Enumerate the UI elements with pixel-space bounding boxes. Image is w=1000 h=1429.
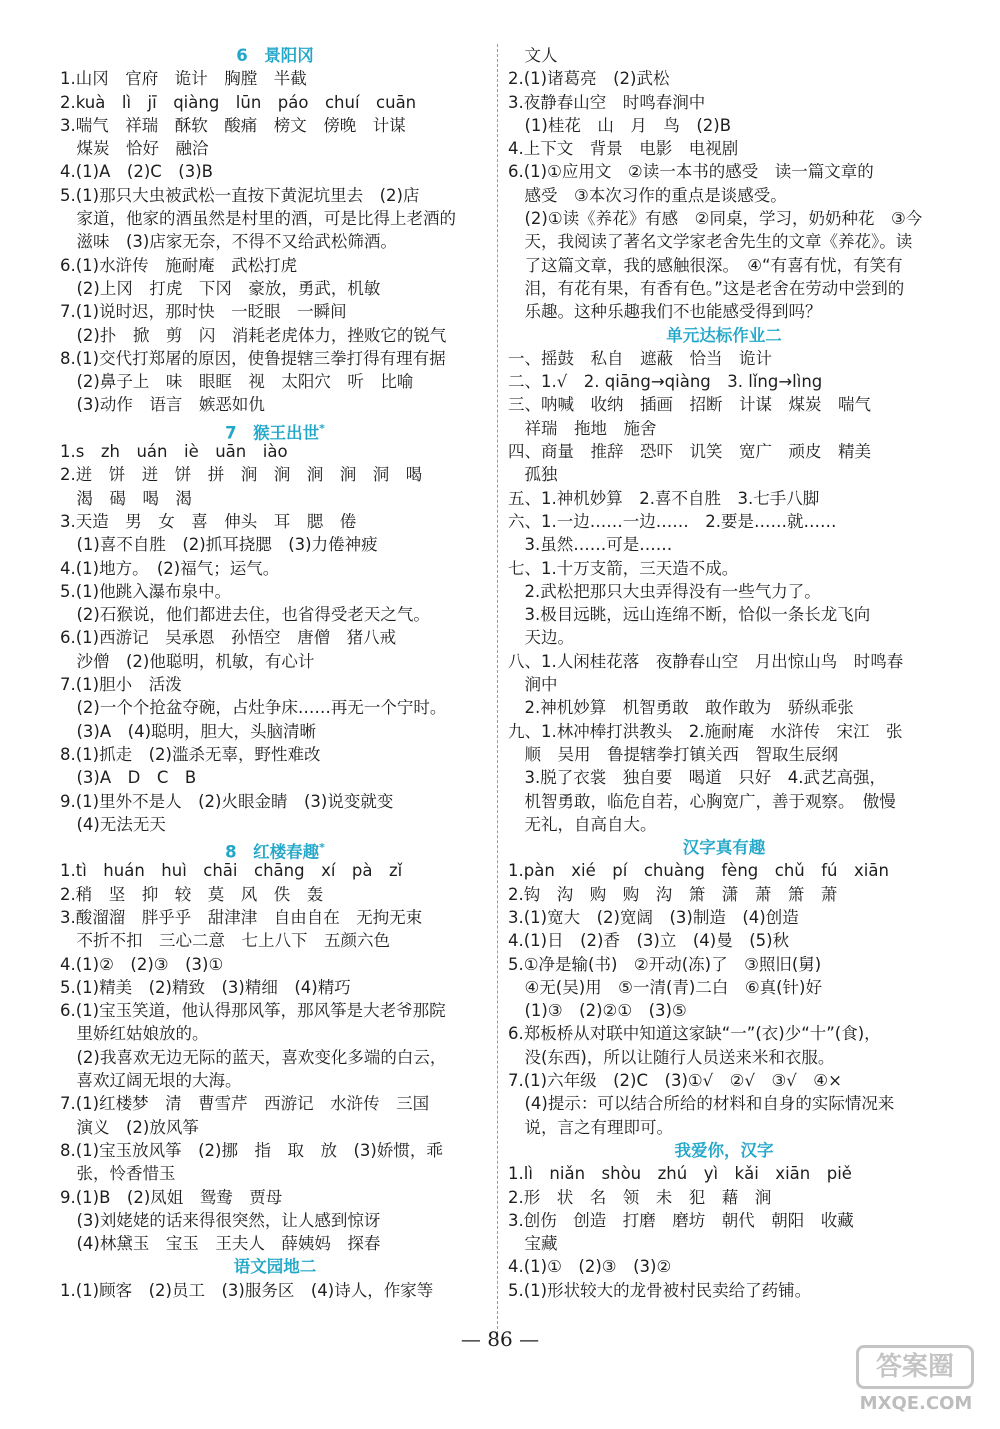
answer-line: 宝藏: [508, 1234, 558, 1254]
answer-line: 天边。: [508, 628, 574, 648]
answer-line: (4)提示：可以结合所给的材料和自身的实际情况来: [508, 1094, 895, 1114]
section-heading: [60, 1255, 490, 1278]
answer-line: (4)无法无天: [60, 814, 166, 834]
answer-line: (3)动作 语言 嫉恶如仇: [60, 395, 265, 415]
answer-line: 了这篇文章，我的感触很深。 ④“有喜有忧，有笑有: [508, 255, 903, 275]
watermark: [852, 1345, 980, 1415]
page-number: — 86 —: [460, 1327, 540, 1351]
answer-line: (3)刘姥姥的话来得很突然，让人感到惊讶: [60, 1210, 381, 1230]
answer-line: 演义 (2)放风筝: [60, 1117, 199, 1137]
answer-line: 1.tì huán huì chāi chāng xí pà zǐ: [60, 861, 403, 881]
answer-line: (2)我喜欢无边无际的蓝天，喜欢变化多端的白云，: [60, 1047, 447, 1067]
answer-line: 孤独: [508, 465, 558, 485]
section-heading: [60, 417, 490, 443]
answer-line: 祥瑞 拖地 施舍: [508, 418, 657, 438]
answer-line: 泪，有花有果，有香有色。”这是老舍在劳动中尝到的: [508, 278, 905, 298]
section-heading-text: 7 猴王出世: [225, 423, 320, 443]
answer-line: 6.(1)水浒传 施耐庵 武松打虎: [60, 255, 298, 275]
answer-line: 7.(1)六年级 (2)C (3)①√ ②√ ③√ ④×: [508, 1071, 842, 1091]
answer-line: (2)扑 掀 剪 闪 消耗老虎体力，挫败它的锐气: [60, 325, 447, 345]
answer-line: 2.钩 沟 购 购 沟 箫 潇 萧 箫 萧: [508, 884, 838, 904]
answer-line: 1.山冈 官府 诡计 胸膛 半截: [60, 69, 307, 89]
answer-line: 7.(1)胆小 活泼: [60, 675, 182, 695]
answer-line: 7.(1)说时迟，那时快 一眨眼 一瞬间: [60, 302, 347, 322]
answer-line: 5.(1)形状较大的龙骨被村民卖给了药铺。: [508, 1280, 812, 1300]
section-heading: [60, 836, 490, 862]
answer-line: 1.pàn xié pí chuàng fèng chǔ fú xiān: [508, 861, 889, 881]
answer-line: 6.(1)宝玉笑道，他认得那风筝，那风筝是大老爷那院: [60, 1001, 446, 1021]
answer-line: 5.(1)那只大虫被武松一直按下黄泥坑里去 (2)店: [60, 185, 420, 205]
answer-line: (2)石猴说，他们都进去住，也省得受老天之气。: [60, 605, 430, 625]
optional-lesson-star-icon: *: [319, 841, 325, 855]
right-column: [508, 44, 940, 1302]
answer-line: 天，我阅读了著名文学家老舍先生的文章《养花》。读: [508, 232, 913, 252]
answer-line: 3.虽然……可是……: [508, 535, 673, 555]
answer-line: 二、1.√ 2. qiāng→qiàng 3. lǐng→lìng: [508, 372, 823, 392]
answer-line: 6.(1)西游记 吴承恩 孙悟空 唐僧 猪八戒: [60, 628, 397, 648]
answer-line: 3.酸溜溜 胖乎乎 甜津津 自由自在 无拘无束: [60, 907, 423, 927]
answer-line: 4.(1)② (2)③ (3)①: [60, 954, 224, 974]
watermark-url: MXQE.COM: [859, 1393, 973, 1414]
answer-line: 没(东西)，所以让随行人员送来米和衣服。: [508, 1047, 835, 1067]
answer-line: 感受 ③本次习作的重点是谈感受。: [508, 185, 787, 205]
answer-line: 3.(1)宽大 (2)宽阔 (3)制造 (4)创造: [508, 907, 799, 927]
answer-line: 2.迸 饼 迸 饼 拼 涧 涧 涧 涧 洞 喝: [60, 465, 423, 485]
section-heading-text: 6 景阳冈: [236, 46, 314, 65]
answer-line: 2.稍 坚 抑 较 莫 风 佚 轰: [60, 884, 324, 904]
answer-line: 3.喘气 祥瑞 酥软 酸痛 榜文 傍晚 计谋: [60, 115, 406, 135]
answer-line: 1.(1)顾客 (2)员工 (3)服务区 (4)诗人，作家等: [60, 1280, 434, 1300]
answer-line: 3.脱了衣裳 独自要 喝道 只好 4.武艺高强，: [508, 768, 886, 788]
answer-line: 3.夜静春山空 时鸣春涧中: [508, 92, 706, 112]
answer-line: 张，怜香惜玉: [60, 1164, 176, 1184]
answer-line: 一、摇鼓 私自 遮蔽 恰当 诡计: [508, 348, 772, 368]
answer-line: 4.(1)地方。 (2)福气；运气。: [60, 558, 280, 578]
left-column: [60, 44, 490, 1302]
section-heading: [508, 836, 940, 859]
answer-line: 5.(1)他跳入瀑布泉中。: [60, 581, 232, 601]
answer-line: 乐趣。这种乐趣我们不也能感受得到吗？: [508, 302, 822, 322]
answer-line: ④无(吴)用 ⑤一清(青)二白 ⑥真(针)好: [508, 977, 822, 997]
answer-line: 1.lì niǎn shòu zhú yì kǎi xiān piě: [508, 1164, 852, 1184]
answer-line: 机智勇敢，临危自若，心胸宽广，善于观察。 傲慢: [508, 791, 896, 811]
answer-line: 里娇红姑娘放的。: [60, 1024, 209, 1044]
section-heading: [508, 1139, 940, 1162]
watermark-logo: 答案圈: [856, 1345, 974, 1389]
answer-line: 四、商量 推辞 恐吓 讥笑 宽广 顽皮 精美: [508, 442, 871, 462]
section-heading: [508, 324, 940, 347]
answer-line: 煤炭 恰好 融洽: [60, 139, 209, 159]
answer-line: (2)一个个抢盆夺碗，占灶争床……再无一个宁时。: [60, 698, 447, 718]
answer-line: 不折不扣 三心二意 七上八下 五颜六色: [60, 931, 390, 951]
answer-line: (1)喜不自胜 (2)抓耳挠腮 (3)力倦神疲: [60, 535, 378, 555]
answer-line: (2)①读《养花》有感 ②同桌，学习，奶奶种花 ③今: [508, 209, 923, 229]
answer-line: 五、1.神机妙算 2.喜不自胜 3.七手八脚: [508, 488, 820, 508]
answer-line: (3)A (4)聪明，胆大，头脑清晰: [60, 721, 317, 741]
answer-line: 9.(1)里外不是人 (2)火眼金睛 (3)说变就变: [60, 791, 394, 811]
answer-line: 5.(1)精美 (2)精致 (3)精细 (4)精巧: [60, 977, 351, 997]
answer-line: 3.创伤 创造 打磨 磨坊 朝代 朝阳 收藏: [508, 1210, 854, 1230]
answer-line: 9.(1)B (2)凤姐 鸳鸯 贾母: [60, 1187, 283, 1207]
answer-line: 8.(1)宝玉放风筝 (2)挪 指 取 放 (3)娇惯，乖: [60, 1140, 443, 1160]
answer-line: 5.①净是输(书) ②开动(冻)了 ③照旧(舅): [508, 954, 822, 974]
section-heading-text: 我爱你，汉字: [674, 1140, 774, 1160]
answer-line: (2)鼻子上 味 眼眶 视 太阳穴 听 比喻: [60, 372, 414, 392]
optional-lesson-star-icon: *: [319, 421, 325, 435]
answer-line: 4.(1)日 (2)香 (3)立 (4)曼 (5)秋: [508, 931, 790, 951]
answer-line: 沙僧 (2)他聪明，机敏，有心计: [60, 651, 315, 671]
answer-line: 顺 吴用 鲁提辖拳打镇关西 智取生辰纲: [508, 744, 838, 764]
answer-line: 2.kuà lì jī qiàng lūn páo chuí cuān: [60, 92, 417, 112]
answer-line: 九、1.林冲棒打洪教头 2.施耐庵 水浒传 宋江 张: [508, 721, 903, 741]
section-heading-text: 8 红楼春趣: [225, 842, 320, 862]
answer-line: 六、1.一边……一边…… 2.要是……就……: [508, 511, 837, 531]
section-heading-text: 单元达标作业二: [666, 325, 782, 345]
answer-line: 6.郑板桥从对联中知道这家缺“一”(衣)少“十”(食)，: [508, 1024, 881, 1044]
answer-line: (1)桂花 山 月 鸟 (2)B: [508, 115, 732, 135]
answer-line: 8.(1)交代打郑屠的原因，使鲁提辖三拳打得有理有据: [60, 348, 446, 368]
answer-line: 4.(1)① (2)③ (3)②: [508, 1257, 672, 1277]
answer-line: 2.武松把那只大虫弄得没有一些气力了。: [508, 581, 821, 601]
answer-line: 1.s zh uán iè uān iào: [60, 442, 288, 462]
answer-line: 3.极目远眺，远山连绵不断，恰似一条长龙飞向: [508, 605, 871, 625]
answer-line: 渴 碣 喝 渴: [60, 488, 192, 508]
answer-line: 说，言之有理即可。: [508, 1117, 673, 1137]
section-heading-text: 语文园地二: [233, 1257, 317, 1277]
answer-line: 2.形 状 名 领 未 犯 藉 涧: [508, 1187, 772, 1207]
answer-line: 七、1.十万支箭，三天造不成。: [508, 558, 739, 578]
answer-line: 涧中: [508, 675, 558, 695]
answer-line: 7.(1)红楼梦 清 曹雪芹 西游记 水浒传 三国: [60, 1094, 430, 1114]
section-heading: [60, 44, 490, 67]
answer-line: 三、呐喊 收纳 插画 招断 计谋 煤炭 喘气: [508, 395, 871, 415]
answer-line: 喜欢辽阔无垠的大海。: [60, 1071, 242, 1091]
answer-line: 2.神机妙算 机智勇敢 敢作敢为 骄纵乖张: [508, 698, 854, 718]
answer-line: 6.(1)①应用文 ②读一本书的感受 读一篇文章的: [508, 162, 874, 182]
answer-line: 4.上下文 背景 电影 电视剧: [508, 139, 739, 159]
answer-line: 4.(1)A (2)C (3)B: [60, 162, 213, 182]
column-divider: [497, 44, 498, 1339]
answer-line: 8.(1)抓走 (2)滥杀无辜，野性难改: [60, 744, 321, 764]
section-heading-text: 汉字真有趣: [682, 838, 766, 858]
answer-line: 2.(1)诸葛亮 (2)武松: [508, 69, 670, 89]
answer-line: 滋味 (3)店家无奈，不得不又给武松筛酒。: [60, 232, 397, 252]
answer-line: (3)A D C B: [60, 768, 197, 788]
answer-line: 无礼，自高自大。: [508, 814, 657, 834]
answer-line: (1)③ (2)②① (3)⑤: [508, 1001, 687, 1021]
answer-line: 八、1.人闲桂花落 夜静春山空 月出惊山鸟 时鸣春: [508, 651, 904, 671]
answer-line: 3.天造 男 女 喜 伸头 耳 腮 倦: [60, 511, 357, 531]
answer-line: (2)上冈 打虎 下冈 豪放，勇武，机敏: [60, 278, 381, 298]
answer-line: (4)林黛玉 宝玉 王夫人 薛姨妈 探春: [60, 1234, 381, 1254]
answer-line: 文人: [508, 46, 558, 65]
answer-line: 家道，他家的酒虽然是村里的酒，可是比得上老酒的: [60, 209, 456, 229]
